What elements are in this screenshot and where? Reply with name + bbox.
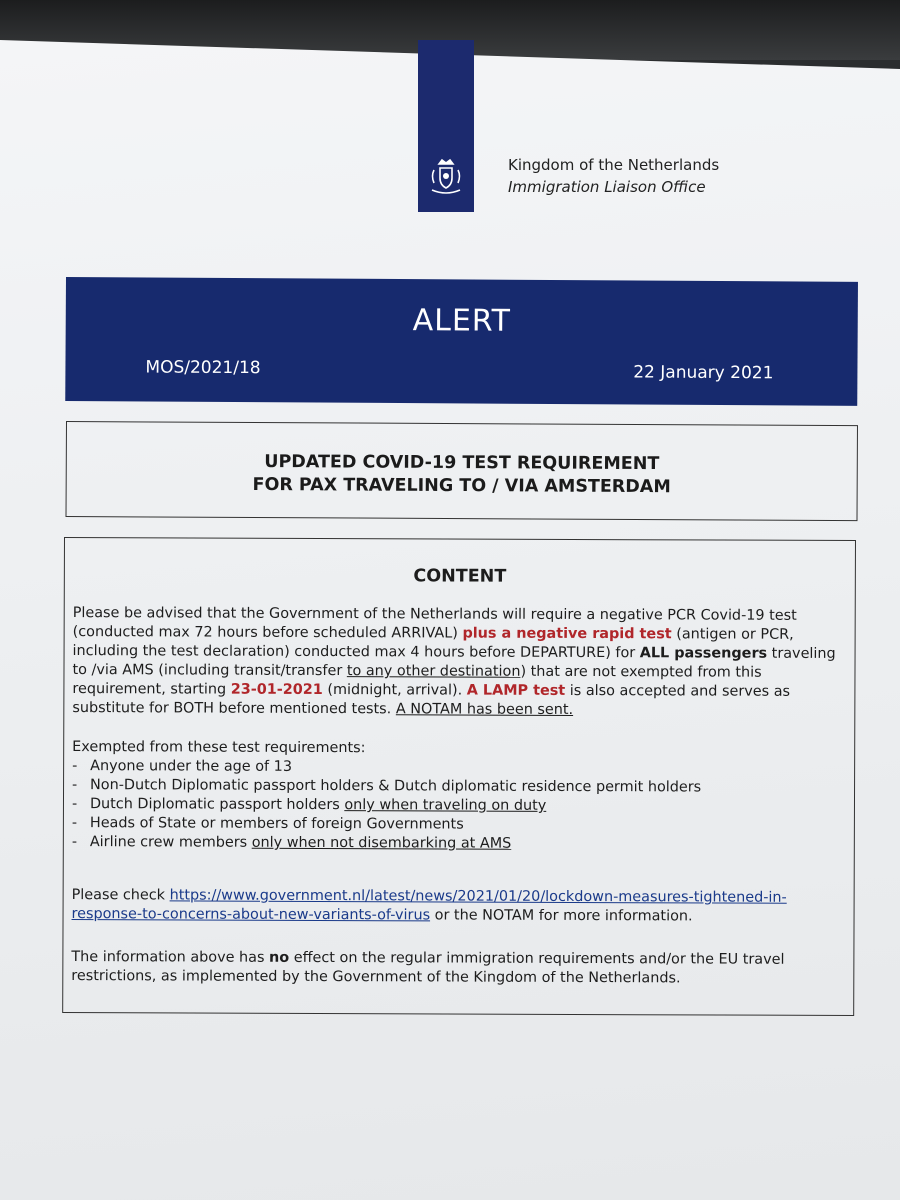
text-run: or the NOTAM for more information. (430, 907, 693, 925)
advisory-paragraph (72, 604, 846, 721)
office-name: Immigration Liaison Office (508, 178, 706, 196)
list-item-condition: only when traveling on duty (344, 797, 547, 814)
content-box (62, 537, 856, 1016)
list-item-condition: only when not disembarking at AMS (251, 834, 512, 852)
disclaimer-paragraph (71, 948, 845, 989)
list-item-text: Anyone under the age of 13 (90, 758, 293, 775)
alert-title: ALERT (412, 303, 511, 339)
highlight-lamp-test: A LAMP test (466, 682, 566, 699)
list-item-text: Airline crew members (89, 834, 252, 851)
text-run: (midnight, arrival). (322, 681, 467, 699)
alert-banner (65, 277, 858, 406)
underline-notam: A NOTAM has been sent. (395, 701, 574, 718)
list-item-text: Heads of State or members of foreign Governments (89, 815, 464, 833)
more-info-paragraph (72, 886, 846, 927)
text-run: The information above has (71, 949, 270, 966)
text-run: (antigen or PCR, including the test declaration) conducted max 4 hours before DEPARTURE) for (72, 626, 794, 662)
list-item (72, 833, 846, 855)
exemptions-list (72, 757, 846, 855)
government-news-link[interactable]: https://www.government.nl/latest/news/2021/01/20/lockdown-measures-tightened-in-response-to-concerns-about-new-variants-of-virus (71, 887, 787, 924)
text-run: Please be advised that the Government of the Netherlands will require a negative PCR Covid-19 test (conducted max 72 hours before scheduled ARRIVAL) (72, 605, 797, 642)
text-run: Please check (71, 887, 170, 904)
underline-destination: to any other destination (346, 663, 521, 680)
organization-name: Kingdom of the Netherlands (508, 156, 720, 174)
royal-coat-of-arms-icon (425, 156, 467, 198)
text-run: is also accepted and serves as substitute for BOTH before mentioned tests. (72, 682, 791, 718)
list-item-text: Dutch Diplomatic passport holders (89, 796, 345, 814)
headline-line-1: UPDATED COVID-19 TEST REQUIREMENT (264, 452, 660, 475)
content-heading: CONTENT (413, 566, 507, 587)
alert-reference: MOS/2021/18 (145, 357, 261, 379)
headline-box (65, 421, 857, 521)
highlight-rapid-test: plus a negative rapid test (462, 625, 672, 643)
text-run: effect on the regular immigration requirements and/or the EU travel restrictions, as implemented by the Government of the Kingdom of the Netherlands. (71, 949, 785, 987)
bold-all-passengers: ALL passengers (639, 645, 768, 662)
bold-no: no (269, 949, 290, 966)
text-run: ) that are not exempted from this requirement, starting (72, 663, 762, 698)
alert-date: 22 January 2021 (633, 362, 774, 384)
text-run: traveling to /via AMS (including transit/transfer (72, 645, 836, 680)
list-item-text: Non-Dutch Diplomatic passport holders & Dutch diplomatic residence permit holders (90, 777, 702, 796)
highlight-start-date: 23-01-2021 (230, 681, 323, 698)
organization-header (508, 154, 719, 198)
headline-line-2: FOR PAX TRAVELING TO / VIA AMSTERDAM (252, 474, 671, 498)
exemptions-section (72, 738, 846, 855)
exemptions-title: Exempted from these test requirements: (72, 739, 366, 757)
